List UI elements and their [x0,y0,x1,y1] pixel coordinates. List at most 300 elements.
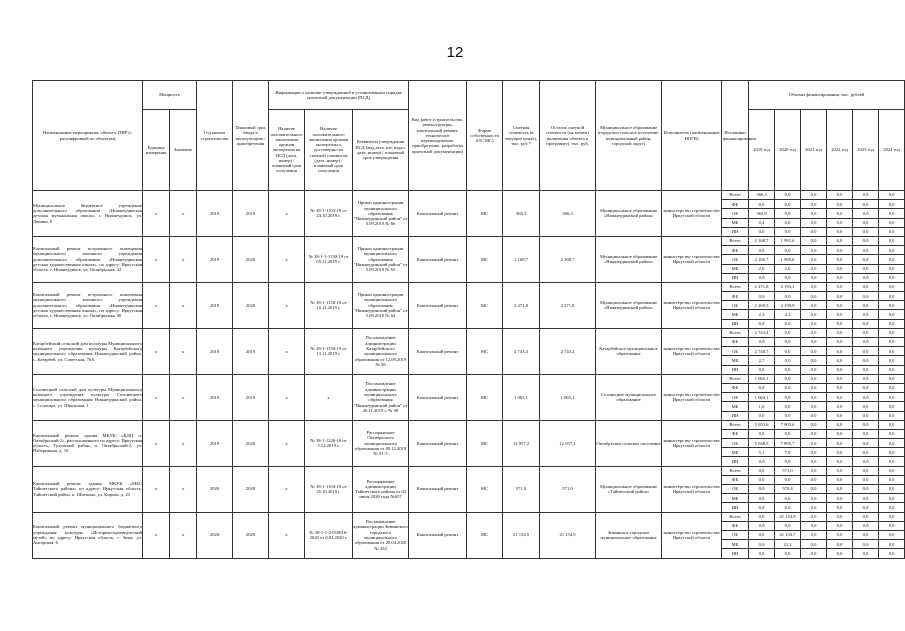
funding-value: 0,0 [827,227,853,236]
funding-value: 0,0 [879,282,905,291]
funding-value: 0,0 [775,273,801,282]
funding-value: 0,0 [775,347,801,356]
funding-source: ФБ [722,338,749,347]
psd-expertise: х [269,374,305,420]
funding-value: 0,0 [853,530,879,539]
ownership: МС [467,328,503,374]
remaining-cost: 2 168,7 [540,236,596,282]
funding-value: 0,0 [775,457,801,466]
funding-source: ИИ [722,457,749,466]
funding-value: 0,0 [749,503,775,512]
psd-approval: Постановление администрации Катарбейского муниципального образования от 12.09.2019 № 58 [353,328,409,374]
funding-source: ОБ [722,255,749,264]
year-plan: 2019 [233,328,269,374]
executor: министерство строительства Иркутской области [662,328,722,374]
funding-value: 0,0 [879,383,905,392]
funding-value: 2 193,1 [775,282,801,291]
funding-value: 0,0 [749,227,775,236]
funding-value: 0,0 [879,191,905,200]
funding-value: 0,0 [827,494,853,503]
funding-value: 0,0 [775,292,801,301]
object-name: Муниципальное бюджетное учреждение дополнительного образования «Нижнеудинская детская музыкальная школа» г. Нижнеудинск, ул. Ленина, 8 [33,191,143,237]
work-type: Капитальный ремонт [409,512,467,558]
funding-value: 0,0 [853,255,879,264]
funding-value: 0,0 [775,411,801,420]
funding-source: МБ [722,356,749,365]
funding-value: 0,0 [827,521,853,530]
funding-value: 0,0 [879,200,905,209]
funding-source: ОБ [722,485,749,494]
funding-value: 0,0 [853,246,879,255]
psd-approval: Распоряжение администрации Тайшетского района от 03 июля 2020 года №657 [353,466,409,512]
ownership: МС [467,236,503,282]
funding-value: 0,0 [801,466,827,475]
funding-value: 2 269,5 [749,301,775,310]
power-unit: х [143,420,170,466]
funding-source: Всего [722,191,749,200]
funding-value: 0,0 [827,503,853,512]
estimated-cost: 1 065,1 [503,374,540,420]
funding-value: 0,0 [853,429,879,438]
funding-value: 0,0 [749,466,775,475]
funding-value: 0,0 [879,475,905,484]
work-type: Капитальный ремонт [409,328,467,374]
funding-value: 0,0 [853,402,879,411]
psd-expertise: х [269,282,305,328]
funding-value: 0,0 [853,282,879,291]
funding-value: 0,0 [801,218,827,227]
header-year-start: Год начала строительства [197,81,233,191]
funding-value: 0,0 [853,209,879,218]
funding-value: 0,0 [749,457,775,466]
object-name: Капитальный ремонт встроенного помещения муниципального казенного учреждения дополнительного образования «Нижнеудинская детская художественная школа», по адресу: Иркутская область, г. Нижнеудинск, ул. Октябрьская, 42 [33,236,143,282]
funding-value: 0,0 [879,393,905,402]
funding-value: 0,0 [801,420,827,429]
estimated-cost: 2 271,8 [503,282,540,328]
funding-value: 2 190,9 [775,301,801,310]
funding-value: 0,0 [879,549,905,558]
funding-source: ФБ [722,383,749,392]
header-psd-expertise: Наличие положительного заключения органов экспертизы на ПСД (дата, номер) / плановый срок получения [269,110,305,191]
estimated-cost: 2 168,7 [503,236,540,282]
header-power-value: Значение [170,110,197,191]
funding-value: 0,0 [853,365,879,374]
funding-value: 0,0 [801,383,827,392]
funding-value: 0,0 [827,310,853,319]
funding-value: 0,0 [853,273,879,282]
year-start: 2019 [197,191,233,237]
funding-value: 0,0 [827,255,853,264]
psd-reliability: № 38-1-1150-19 от 13.11.2019 г. [305,328,353,374]
funding-value: 0,0 [827,273,853,282]
funding-source: ФБ [722,475,749,484]
header-psd-approval: Реквизиты утверждения ПСД (вид акта, кто издал, дата, номер) / плановый срок утверждения [353,110,409,191]
funding-value: 2,7 [749,356,775,365]
power-value: х [170,420,197,466]
ownership: МС [467,374,503,420]
funding-value: 0,0 [879,218,905,227]
year-start: 2019 [197,374,233,420]
funding-value: 2,0 [749,264,775,273]
psd-reliability: № 38-1-1-2-010610-2020 от 6.04.2020 г. [305,512,353,558]
power-value: х [170,328,197,374]
funding-source: Всего [722,282,749,291]
power-unit: х [143,374,170,420]
executor: министерство строительства Иркутской области [662,466,722,512]
funding-value: 0,0 [879,521,905,530]
municipality: Солонецкое муниципальное образование [596,374,662,420]
header-municipality: Муниципальное образование (городское/сельское поселение, муниципальный район, городской округ) [596,81,662,191]
funding-value: 0,0 [827,365,853,374]
funding-source: ОБ [722,530,749,539]
funding-value: 0,0 [801,530,827,539]
funding-value: 0,0 [853,200,879,209]
funding-value: 0,0 [827,466,853,475]
funding-value: 0,0 [879,429,905,438]
estimated-cost: 21 154,9 [503,512,540,558]
funding-value: 0,0 [749,319,775,328]
year-start: 2019 [197,282,233,328]
funding-source: ОБ [722,393,749,402]
psd-expertise: х [269,191,305,237]
psd-expertise: х [269,420,305,466]
funding-value: 0,0 [853,328,879,337]
funding-value: 0,0 [801,448,827,457]
funding-value: 0,0 [749,540,775,549]
executor: министерство строительства Иркутской области [662,512,722,558]
funding-value: 0,0 [749,246,775,255]
funding-value: 0,0 [827,191,853,200]
funding-value: 0,0 [775,209,801,218]
funding-value: 0,0 [827,530,853,539]
funding-value: 0,0 [853,521,879,530]
psd-expertise: х [269,236,305,282]
header-year-2022: 2022 год [827,110,853,191]
funding-value: 0,0 [827,338,853,347]
funding-value: 0,0 [775,356,801,365]
funding-value: 0,0 [801,402,827,411]
funding-value: 0,0 [853,191,879,200]
funding-value: 0,0 [827,439,853,448]
funding-value: 0,0 [801,540,827,549]
year-start: 2019 [197,328,233,374]
funding-value: 0,0 [775,383,801,392]
psd-approval: Распоряжение Октябрьского муниципального образования от 09.12.2019 № 91-3 [353,420,409,466]
executor: министерство строительства Иркутской области [662,374,722,420]
psd-reliability: № 38-1-1158-19 от 15.11.2019 г. [305,282,353,328]
funding-value: 0,0 [801,227,827,236]
funding-value: 0,0 [853,494,879,503]
object-name: Капитальный ремонт здания МКУК «КДЦ п. Октябрьский-2», расположенного по адресу: Иркутская область, Тулунский район, п. Октябрьский-2, ул. Набережная, д. 10 [33,420,143,466]
power-unit: х [143,512,170,558]
header-name: Наименование мероприятия, объекта, ПИР (с расшифровкой по объектам) [33,81,143,191]
funding-value: 0,0 [827,374,853,383]
funding-value: 0,0 [801,512,827,521]
funding-value: 0,0 [775,365,801,374]
work-type: Капитальный ремонт [409,191,467,237]
power-unit: х [143,236,170,282]
funding-value: 0,0 [853,420,879,429]
funding-value: 0,0 [853,503,879,512]
funding-value: 0,0 [853,236,879,245]
funding-source: ОБ [722,439,749,448]
table-header [33,81,905,191]
funding-value: 0,0 [853,457,879,466]
year-start: 2019 [197,236,233,282]
funding-value: 0,0 [749,429,775,438]
funding-value: 1 989,6 [775,255,801,264]
funding-value: 0,0 [853,292,879,301]
funding-value: 0,0 [775,246,801,255]
psd-expertise: х [269,466,305,512]
funding-source: МБ [722,540,749,549]
funding-value: 0,0 [801,319,827,328]
funding-value: 2,3 [749,310,775,319]
table-body [33,191,905,559]
funding-source: МБ [722,310,749,319]
header-power-unit: Единица измерения [143,110,170,191]
funding-value: 0,0 [801,273,827,282]
funding-value: 0,0 [827,383,853,392]
funding-value: 0,0 [801,521,827,530]
municipality: Муниципальное образование «Нижнеудинский район» [596,236,662,282]
funding-value: 0,0 [749,485,775,494]
municipality: Октябрьское сельское поселение [596,420,662,466]
power-value: х [170,282,197,328]
psd-approval: Постановление администрации Зиминского городского муниципального образования от 20.04.2020 № 354 [353,512,409,558]
funding-value: 0,0 [749,475,775,484]
funding-value: 0,6 [775,494,801,503]
funding-value: 0,0 [827,301,853,310]
ownership: МС [467,282,503,328]
header-funding-source: Источники финансирования [722,81,749,191]
funding-value: 0,0 [801,236,827,245]
object-name: Солонецкий сельский дом культуры Муниципального казенного учреждения культуры Солонецкого муниципального образования Нижнеудинский район, с. Солонцы, ул. Школьная, 1 [33,374,143,420]
funding-value: 0,0 [853,218,879,227]
funding-value: 0,0 [749,512,775,521]
table-row [33,420,905,429]
remaining-cost: 2 271,8 [540,282,596,328]
funding-source: МБ [722,264,749,273]
funding-value: 0,0 [801,439,827,448]
header-ownership: Форма собственности (ОС/МС) [467,81,503,191]
funding-value: 0,0 [879,448,905,457]
funding-value: 0,0 [879,540,905,549]
funding-value: 0,0 [853,466,879,475]
funding-value: 0,0 [879,503,905,512]
funding-value: 0,0 [827,347,853,356]
psd-approval: Приказ администрации муниципального образования "Нижнеудинский район" от 5.09.2019 № 64 [353,282,409,328]
funding-value: 0,0 [853,264,879,273]
funding-value: 0,0 [853,374,879,383]
funding-source: ИИ [722,365,749,374]
funding-value: 0,0 [879,530,905,539]
funding-value: 0,0 [879,494,905,503]
funding-value: 0,0 [853,411,879,420]
year-plan: 2020 [233,466,269,512]
ownership: МС [467,191,503,237]
funding-value: 0,0 [775,521,801,530]
funding-value: 0,0 [879,485,905,494]
executor: министерство строительства Иркутской области [662,282,722,328]
year-plan: 2019 [233,191,269,237]
funding-value: 0,0 [853,383,879,392]
funding-value: 0,0 [775,402,801,411]
psd-expertise: х [269,512,305,558]
psd-reliability: х [305,374,353,420]
funding-value: 0,0 [801,494,827,503]
funding-value: 366,3 [749,191,775,200]
funding-value: 0,0 [801,209,827,218]
ownership: МС [467,420,503,466]
funding-value: 0,0 [801,393,827,402]
funding-value: 0,0 [853,448,879,457]
header-year-2021: 2021 год [801,110,827,191]
funding-value: 0,0 [827,457,853,466]
funding-value: 0,0 [827,420,853,429]
funding-value: 0,0 [801,200,827,209]
funding-value: 0,0 [879,273,905,282]
funding-value: 0,0 [879,512,905,521]
funding-value: 5,1 [749,448,775,457]
funding-value: 0,0 [749,411,775,420]
year-plan: 2020 [233,512,269,558]
funding-value: 0,0 [775,218,801,227]
funding-value: 0,0 [827,209,853,218]
funding-value: 0,0 [853,393,879,402]
funding-value: 0,0 [775,338,801,347]
funding-value: 0,0 [801,485,827,494]
funding-source: Всего [722,512,749,521]
funding-value: 5 048,5 [749,439,775,448]
funding-value: 5 053,6 [749,420,775,429]
funding-source: МБ [722,402,749,411]
funding-value: 0,0 [879,402,905,411]
work-type: Капитальный ремонт [409,466,467,512]
funding-value: 0,0 [801,374,827,383]
funding-value: 2,0 [775,264,801,273]
psd-reliability: № 38-1-1104-19 от 25.10.2019 г. [305,466,353,512]
funding-value: 0,0 [879,264,905,273]
municipality: Муниципальное образование «Тайшетский район» [596,466,662,512]
funding-source: ОБ [722,301,749,310]
funding-value: 0,0 [775,429,801,438]
funding-value: 0,0 [853,356,879,365]
funding-value: 2 271,8 [749,282,775,291]
funding-value: 0,0 [749,273,775,282]
funding-value: 0,0 [853,512,879,521]
funding-source: ОБ [722,209,749,218]
funding-value: 0,0 [879,365,905,374]
funding-value: 571,0 [775,466,801,475]
funding-value: 0,0 [827,246,853,255]
funding-value: 0,0 [775,549,801,558]
psd-approval: Постановление администрации муниципального образования "Нижнеудинский район" от 26.11.2019 г. № 98 [353,374,409,420]
year-plan: 2020 [233,282,269,328]
header-work-type: Вид работ (строительство, реконструкция, капитальный ремонт, техническое перевооружение, приобретение, разработка проектной документации) [409,81,467,191]
funding-value: 0,0 [853,439,879,448]
funding-value: 0,0 [827,292,853,301]
funding-value: 0,0 [853,347,879,356]
funding-value: 0,0 [879,439,905,448]
table-row [33,512,905,521]
header-cost: Сметная стоимость (в текущих ценах), тыс. руб.* [503,81,540,191]
funding-source: Всего [722,328,749,337]
funding-source: ИИ [722,319,749,328]
funding-source: ИИ [722,549,749,558]
funding-value: 2 740,7 [749,347,775,356]
header-executor: Исполнитель (наименование ИОГВ) [662,81,722,191]
funding-value: 0,0 [801,365,827,374]
funding-source: ФБ [722,292,749,301]
executor: министерство строительства Иркутской области [662,420,722,466]
estimated-cost: 2 743,4 [503,328,540,374]
funding-source: МБ [722,494,749,503]
funding-value: 0,0 [749,292,775,301]
funding-value: 0,0 [827,356,853,365]
object-name: Катарбейский сельский дом культуры Муниципального казенного учреждения культуры Катарбейского муниципального образования Нижнеудинский район, с. Катарбей, ул. Советская, 76А [33,328,143,374]
psd-reliability: № 38-1-1226-19 от 5.12.2019 г. [305,420,353,466]
funding-source: ФБ [722,200,749,209]
header-psd-reliability: Наличие положительного заключения органов экспертизы о достоверности сметной стоимости (дата, номер) / плановый срок получения [305,110,353,191]
funding-value: 0,0 [827,236,853,245]
power-value: х [170,512,197,558]
remaining-cost: 571,0 [540,466,596,512]
funding-value: 0,0 [853,485,879,494]
work-type: Капитальный ремонт [409,236,467,282]
funding-value: 0,0 [827,512,853,521]
funding-value: 570,4 [775,485,801,494]
funding-value: 0,0 [801,255,827,264]
municipality: Катарбейское муниципальное образование [596,328,662,374]
table-row [33,191,905,200]
power-value: х [170,466,197,512]
object-name: Капитальный ремонт здания МКУК «МБС Тайшетского района» по адресу: Иркутская область, Тайшетский район, п. Шиткино, ул. Кирова, д. 23 [33,466,143,512]
funding-value: 1,0 [749,402,775,411]
funding-value: 0,0 [801,429,827,438]
funding-source: МБ [722,218,749,227]
funding-value: 0,0 [879,457,905,466]
funding-value: 0,0 [827,200,853,209]
power-value: х [170,191,197,237]
ownership: МС [467,466,503,512]
power-unit: х [143,466,170,512]
municipality: Муниципальное образование «Нижнеудинский район» [596,282,662,328]
funding-value: 0,0 [801,549,827,558]
funding-value: 2 743,4 [749,328,775,337]
funding-value: 0,0 [879,236,905,245]
work-type: Капитальный ремонт [409,374,467,420]
funding-value: 0,0 [879,246,905,255]
funding-value: 0,0 [749,365,775,374]
funding-value: 0,0 [827,485,853,494]
funding-value: 0,0 [801,282,827,291]
municipality: Муниципальное образование «Нижнеудинский район» [596,191,662,237]
funding-value: 0,0 [775,227,801,236]
funding-source: ИИ [722,273,749,282]
funding-value: 0,0 [749,521,775,530]
investment-program-table [32,80,905,559]
funding-value: 0,0 [853,301,879,310]
funding-source: МБ [722,448,749,457]
funding-value: 7,9 [775,448,801,457]
funding-value: 0,0 [853,338,879,347]
funding-value: 0,0 [879,310,905,319]
psd-expertise: х [269,328,305,374]
funding-value: 0,0 [879,301,905,310]
funding-value: 0,0 [879,227,905,236]
funding-value: 2,2 [775,310,801,319]
